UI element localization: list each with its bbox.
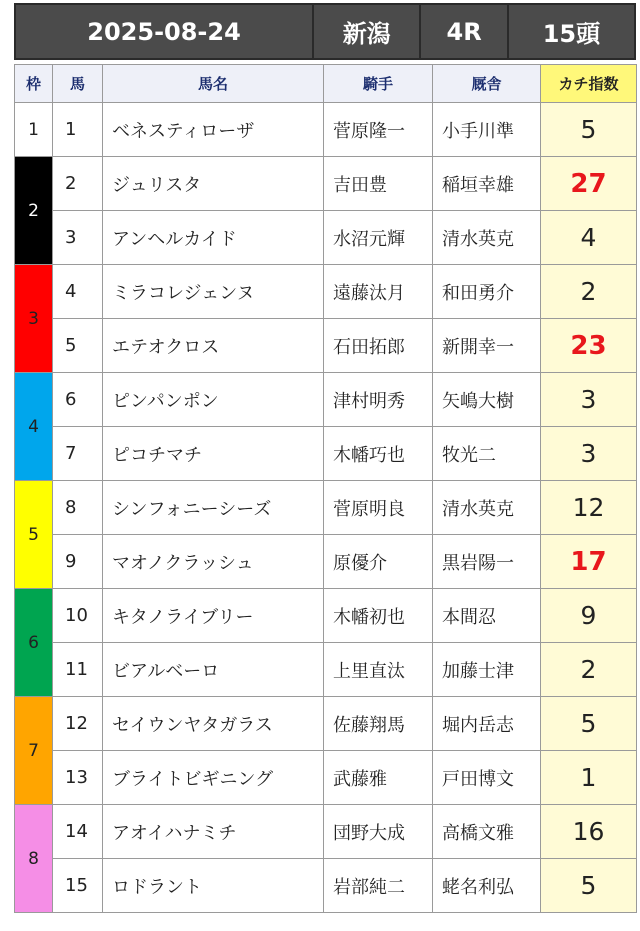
- trainer-cell: 稲垣幸雄: [433, 157, 541, 211]
- entries-body: [15, 103, 637, 913]
- horse-name-cell: ミラコレジェンヌ: [103, 265, 324, 319]
- jockey-cell: 岩部純二: [324, 859, 433, 913]
- jockey-cell: 原優介: [324, 535, 433, 589]
- table-row: [15, 427, 637, 481]
- horse-name-cell: ブライトビギニング: [103, 751, 324, 805]
- col-header-trainer: 厩舎: [433, 65, 541, 103]
- col-header-jockey: 騎手: [324, 65, 433, 103]
- kachi-index-cell: 5: [541, 859, 637, 913]
- trainer-cell: 和田勇介: [433, 265, 541, 319]
- col-header-uma: 馬: [53, 65, 103, 103]
- table-row: [15, 103, 637, 157]
- horse-number-cell: 11: [53, 643, 103, 697]
- jockey-cell: 菅原隆一: [324, 103, 433, 157]
- col-header-name: 馬名: [103, 65, 324, 103]
- runner-count: 15頭: [542, 20, 601, 48]
- horse-number-cell: 6: [53, 373, 103, 427]
- kachi-index-cell: 9: [541, 589, 637, 643]
- trainer-cell: 新開幸一: [433, 319, 541, 373]
- horse-name-cell: ロドラント: [103, 859, 324, 913]
- horse-name-cell: ピコチマチ: [103, 427, 324, 481]
- horse-number-cell: 8: [53, 481, 103, 535]
- waku-cell: 2: [15, 157, 53, 265]
- table-row: [15, 535, 637, 589]
- horse-name-cell: ベネスティローザ: [103, 103, 324, 157]
- waku-cell: 5: [15, 481, 53, 589]
- table-row: [15, 157, 637, 211]
- horse-number-cell: 4: [53, 265, 103, 319]
- horse-number-cell: 13: [53, 751, 103, 805]
- kachi-index-cell: 16: [541, 805, 637, 859]
- horse-number-cell: 14: [53, 805, 103, 859]
- trainer-cell: 清水英克: [433, 481, 541, 535]
- horse-number-cell: 3: [53, 211, 103, 265]
- jockey-cell: 武藤雅: [324, 751, 433, 805]
- jockey-cell: 吉田豊: [324, 157, 433, 211]
- horse-number-cell: 7: [53, 427, 103, 481]
- horse-number-cell: 15: [53, 859, 103, 913]
- waku-cell: 7: [15, 697, 53, 805]
- jockey-cell: 木幡初也: [324, 589, 433, 643]
- waku-cell: 6: [15, 589, 53, 697]
- horse-number-cell: 1: [53, 103, 103, 157]
- kachi-index-cell: 5: [541, 103, 637, 157]
- jockey-cell: 菅原明良: [324, 481, 433, 535]
- trainer-cell: 蛯名利弘: [433, 859, 541, 913]
- col-header-kachi-index: カチ指数: [541, 65, 637, 103]
- table-row: [15, 211, 637, 265]
- table-row: [15, 589, 637, 643]
- horse-number-cell: 12: [53, 697, 103, 751]
- kachi-index-cell: 5: [541, 697, 637, 751]
- horse-name-cell: ビアルベーロ: [103, 643, 324, 697]
- race-card: [14, 3, 636, 913]
- table-row: [15, 481, 637, 535]
- table-row: [15, 697, 637, 751]
- trainer-cell: 矢嶋大樹: [433, 373, 541, 427]
- race-date: 2025-08-24: [16, 5, 314, 58]
- col-header-waku: 枠: [15, 65, 53, 103]
- horse-number-cell: 5: [53, 319, 103, 373]
- kachi-index-cell: 3: [541, 373, 637, 427]
- table-header-row: [15, 65, 637, 103]
- kachi-index-cell: 3: [541, 427, 637, 481]
- trainer-cell: 清水英克: [433, 211, 541, 265]
- horse-name-cell: アンヘルカイド: [103, 211, 324, 265]
- trainer-cell: 高橋文雅: [433, 805, 541, 859]
- kachi-index-cell: 12: [541, 481, 637, 535]
- kachi-index-cell: 17: [541, 535, 637, 589]
- trainer-cell: 黒岩陽一: [433, 535, 541, 589]
- jockey-cell: 佐藤翔馬: [324, 697, 433, 751]
- waku-cell: 3: [15, 265, 53, 373]
- horse-name-cell: アオイハナミチ: [103, 805, 324, 859]
- table-row: [15, 373, 637, 427]
- waku-cell: 4: [15, 373, 53, 481]
- jockey-cell: 木幡巧也: [324, 427, 433, 481]
- horse-number-cell: 9: [53, 535, 103, 589]
- trainer-cell: 加藤士津: [433, 643, 541, 697]
- table-row: [15, 805, 637, 859]
- trainer-cell: 堀内岳志: [433, 697, 541, 751]
- kachi-index-cell: 1: [541, 751, 637, 805]
- kachi-index-cell: 2: [541, 643, 637, 697]
- horse-name-cell: キタノライブリー: [103, 589, 324, 643]
- horse-name-cell: セイウンヤタガラス: [103, 697, 324, 751]
- trainer-cell: 牧光二: [433, 427, 541, 481]
- table-row: [15, 751, 637, 805]
- kachi-index-cell: 23: [541, 319, 637, 373]
- entries-table: [14, 64, 637, 913]
- horse-name-cell: ジュリスタ: [103, 157, 324, 211]
- jockey-cell: 津村明秀: [324, 373, 433, 427]
- jockey-cell: 水沼元輝: [324, 211, 433, 265]
- horse-name-cell: エテオクロス: [103, 319, 324, 373]
- jockey-cell: 遠藤汰月: [324, 265, 433, 319]
- kachi-index-cell: 2: [541, 265, 637, 319]
- trainer-cell: 戸田博文: [433, 751, 541, 805]
- horse-name-cell: ピンパンポン: [103, 373, 324, 427]
- table-row: [15, 643, 637, 697]
- table-row: [15, 265, 637, 319]
- horse-number-cell: 2: [53, 157, 103, 211]
- trainer-cell: 本間忍: [433, 589, 541, 643]
- race-venue: 新潟: [314, 5, 421, 58]
- horse-number-cell: 10: [53, 589, 103, 643]
- horse-name-cell: マオノクラッシュ: [103, 535, 324, 589]
- waku-cell: 1: [15, 103, 53, 157]
- kachi-index-cell: 27: [541, 157, 637, 211]
- jockey-cell: 団野大成: [324, 805, 433, 859]
- jockey-cell: 石田拓郎: [324, 319, 433, 373]
- horse-name-cell: シンフォニーシーズ: [103, 481, 324, 535]
- trainer-cell: 小手川準: [433, 103, 541, 157]
- jockey-cell: 上里直汰: [324, 643, 433, 697]
- table-row: [15, 859, 637, 913]
- race-header: [14, 3, 636, 60]
- waku-cell: 8: [15, 805, 53, 913]
- table-row: [15, 319, 637, 373]
- race-number: 4R: [421, 5, 508, 58]
- kachi-index-cell: 4: [541, 211, 637, 265]
